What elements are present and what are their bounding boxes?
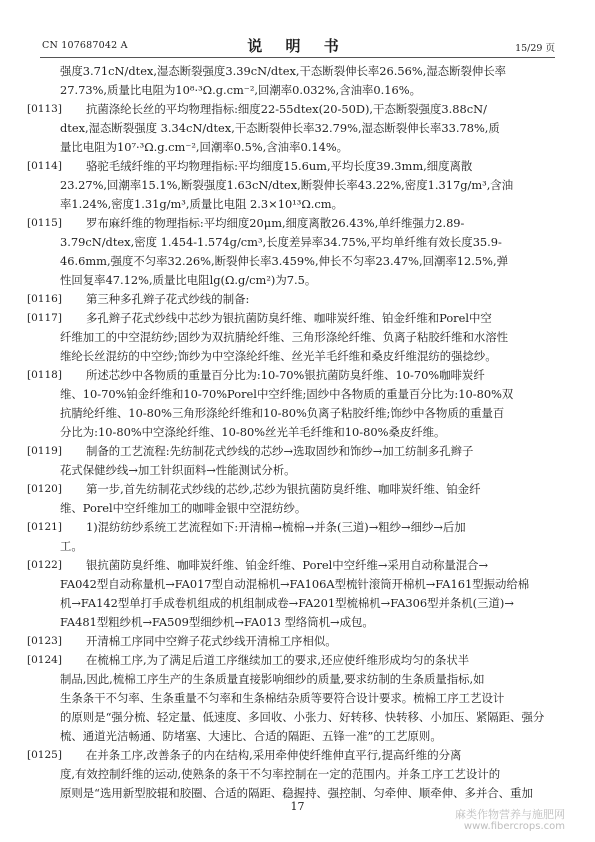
paragraph-line bbox=[60, 499, 556, 518]
paragraph-number: [0122] bbox=[27, 559, 62, 571]
line-text: 机→FA142型单打手成卷机组成的机组制成卷→FA201型梳棉机→FA306型并条机(三道)→ bbox=[60, 596, 514, 610]
line-text: FA042型自动称量机→FA017型自动混棉机→FA106A型梳针滚筒开棉机→FA161型振动给棉 bbox=[60, 577, 530, 591]
paragraph-line bbox=[60, 423, 556, 442]
line-text: 度,有效控制纤维的运动,使熟条的条干不匀率控制在一定的范围内。并条工序工艺设计的 bbox=[60, 767, 501, 781]
paragraph-number: [0121] bbox=[27, 521, 62, 533]
paragraph-first-line bbox=[27, 100, 556, 119]
line-text: 23.27%,回潮率15.1%,断裂强度1.63cN/dtex,断裂伸长率43.22%,密度1.317g/m³,含油 bbox=[60, 178, 514, 192]
paragraph-line bbox=[60, 385, 556, 404]
line-text: 开清棉工序同中空辫子花式纱线开清棉工序相似。 bbox=[86, 634, 337, 648]
paragraph-line bbox=[60, 708, 556, 727]
paragraph-number: [0125] bbox=[27, 749, 62, 761]
line-text: 梳、通道光洁畅通、防堵塞、大速比、合适的隔距、五锋一准”的工艺原则。 bbox=[60, 729, 442, 743]
paragraph-first-line bbox=[27, 442, 556, 461]
paragraph-number: [0114] bbox=[27, 160, 62, 172]
paragraph-line bbox=[60, 81, 556, 100]
line-text: FA481型粗纱机→FA509型细纱机→FA013 型络筒机→成包。 bbox=[60, 615, 374, 629]
line-text: 骆驼毛绒纤维的平均物理指标:平均细度15.6um,平均长度39.3mm,细度离散 bbox=[86, 159, 473, 173]
line-text: 维、10-70%铂金纤维和10-70%Porel中空纤维;固纱中各物质的重量百分比为:10-80%双 bbox=[60, 387, 514, 401]
paragraph-number: [0113] bbox=[27, 103, 62, 115]
line-text: 制备的工艺流程:先纺制花式纱线的芯纱→选取固纱和饰纱→加工纺制多孔辫子 bbox=[86, 444, 474, 458]
line-text: 多孔辫子花式纱线中芯纱为银抗菌防臭纤维、咖啡炭纤维、铂金纤维和Porel中空 bbox=[86, 311, 492, 325]
paragraph-number: [0118] bbox=[27, 369, 62, 381]
paragraph-line bbox=[60, 62, 556, 81]
paragraph-number: [0115] bbox=[27, 217, 62, 229]
line-text: 抗腈纶纤维、10-80%三角形涤纶纤维和10-80%负离子粘胶纤维;饰纱中各物质的重量百 bbox=[60, 406, 505, 420]
paragraph-line bbox=[60, 537, 556, 556]
line-text: 所述芯纱中各物质的重量百分比为:10-70%银抗菌防臭纤维、10-70%咖啡炭纤 bbox=[86, 368, 485, 382]
paragraph-first-line bbox=[27, 651, 556, 670]
paragraph-line bbox=[60, 347, 556, 366]
paragraph-line bbox=[60, 328, 556, 347]
paragraph-first-line bbox=[27, 157, 556, 176]
line-text: 量比电阻为10⁷·³Ω.g.cm⁻²,回潮率0.5%,含油率0.14%。 bbox=[60, 140, 349, 154]
paragraph-line bbox=[60, 119, 556, 138]
line-text: 27.73%,质量比电阻为10⁸·³Ω.g.cm⁻²,回潮率0.032%,含油率0.16%。 bbox=[60, 83, 421, 97]
paragraph-line bbox=[60, 689, 556, 708]
line-text: 生条条干不匀率、生条重量不匀率和生条棉结杂质等要符合设计要求。梳棉工序工艺设计 bbox=[60, 691, 505, 705]
line-text: 性回复率47.12%,质量比电阻lg(Ω.g/cm²)为7.5。 bbox=[60, 273, 317, 287]
line-text: 花式保健纱线→加工针织面料→性能测试分析。 bbox=[60, 463, 296, 477]
line-text: 第一步,首先纺制花式纱线的芯纱,芯纱为银抗菌防臭纤维、咖啡炭纤维、铂金纤 bbox=[86, 482, 481, 496]
paragraph-line bbox=[60, 404, 556, 423]
line-text: 抗菌涤纶长丝的平均物理指标:细度22-55dtex(20-50D),干态断裂强度3.88cN/ bbox=[86, 102, 487, 116]
watermark-url: www.fibercrops.com bbox=[463, 821, 565, 832]
paragraph-first-line bbox=[27, 214, 556, 233]
paragraph-line bbox=[60, 727, 556, 746]
paragraph-number: [0116] bbox=[27, 293, 62, 305]
line-text: dtex,湿态断裂强度 3.34cN/dtex,干态断裂伸长率32.79%,湿态断裂伸长率33.78%,质 bbox=[60, 121, 500, 135]
paragraph-line bbox=[60, 195, 556, 214]
line-text: 银抗菌防臭纤维、咖啡炭纤维、铂金纤维、Porel中空纤维→采用自动称量混合→ bbox=[86, 558, 489, 572]
line-text: 46.6mm,强度不匀率32.26%,断裂伸长率3.459%,伸长不匀率23.47%,回潮率12.5%,弹 bbox=[60, 254, 508, 268]
paragraph-line bbox=[60, 176, 556, 195]
line-text: 纤维加工的中空混纺纱;固纱为双抗腈纶纤维、三角形涤纶纤维、负离子粘胶纤维和水溶性 bbox=[60, 330, 509, 344]
paragraph-number: [0123] bbox=[27, 635, 62, 647]
document-title: 说 明 书 bbox=[247, 37, 348, 55]
paragraph-first-line bbox=[27, 290, 556, 309]
paragraph-line bbox=[60, 233, 556, 252]
line-text: 第三种多孔辫子花式纱线的制备: bbox=[86, 292, 250, 306]
paragraph-first-line bbox=[27, 309, 556, 328]
paragraph-number: [0119] bbox=[27, 445, 62, 457]
paragraph-line bbox=[60, 594, 556, 613]
paragraph-number: [0120] bbox=[27, 483, 62, 495]
line-text: 在梳棉工序,为了满足后道工序继续加工的要求,还应使纤维形成均匀的条状半 bbox=[86, 653, 470, 667]
patent-number: CN 107687042 A bbox=[42, 40, 128, 51]
paragraph-first-line bbox=[27, 746, 556, 765]
line-text: 率1.24%,密度1.31g/m³,质量比电阻 2.3×10¹³Ω.cm。 bbox=[60, 197, 343, 211]
line-text: 维、Porel中空纤维加工的咖啡金银中空混纺纱。 bbox=[60, 501, 307, 515]
line-text: 分比为:10-80%中空涤纶纤维、10-80%丝光羊毛纤维和10-80%桑皮纤维。 bbox=[60, 425, 446, 439]
paragraph-first-line bbox=[27, 556, 556, 575]
paragraph-line bbox=[60, 670, 556, 689]
paragraph-first-line bbox=[27, 366, 556, 385]
paragraph-line bbox=[60, 575, 556, 594]
paragraph-line bbox=[60, 765, 556, 784]
paragraph-line bbox=[60, 252, 556, 271]
document-body bbox=[27, 62, 556, 803]
line-text: 维纶长丝混纺的中空纱;饰纱为中空涤纶纤维、丝光羊毛纤维和桑皮纤维混纺的强捻纱。 bbox=[60, 349, 497, 363]
line-text: 制品,因此,梳棉工序生产的生条质量直接影响细纱的质量,要求纺制的生条质量指标,如 bbox=[60, 672, 485, 686]
line-text: 1)混纺纺纱系统工艺流程如下:开清棉→梳棉→并条(三道)→粗纱→细纱→后加 bbox=[86, 520, 466, 534]
header-divider bbox=[40, 57, 555, 58]
paragraph-line bbox=[60, 271, 556, 290]
watermark-text: 麻类作物营养与施肥网 bbox=[455, 808, 565, 821]
paragraph-number: [0124] bbox=[27, 654, 62, 666]
line-text: 3.79cN/dtex,密度 1.454-1.574g/cm³,长度差异率34.75%,平均单纤维有效长度35.9- bbox=[60, 235, 502, 249]
paragraph-line bbox=[60, 461, 556, 480]
line-text: 的原则是“强分梳、轻定量、低速度、多回收、小张力、好转移、快转移、小加压、紧隔距、强分 bbox=[60, 710, 545, 724]
paragraph-line bbox=[60, 138, 556, 157]
line-text: 罗布麻纤维的物理指标:平均细度20μm,细度离散26.43%,单纤维强力2.89- bbox=[86, 216, 465, 230]
paragraph-first-line bbox=[27, 480, 556, 499]
paragraph-line bbox=[60, 613, 556, 632]
paragraph-number: [0117] bbox=[27, 312, 62, 324]
line-text: 原则是“选用新型胶辊和胶圈、合适的隔距、稳握持、强控制、匀牵伸、顺牵伸、多并合、重加 bbox=[60, 786, 533, 800]
page-number: 17 bbox=[290, 800, 305, 813]
page-count: 15/29 页 bbox=[515, 43, 555, 54]
line-text: 工。 bbox=[60, 539, 83, 553]
line-text: 在并条工序,改善条子的内在结构,采用牵伸使纤维伸直平行,提高纤维的分离 bbox=[86, 748, 462, 762]
paragraph-first-line bbox=[27, 518, 556, 537]
line-text: 强度3.71cN/dtex,湿态断裂强度3.39cN/dtex,干态断裂伸长率26.56%,湿态断裂伸长率 bbox=[60, 64, 507, 78]
paragraph-first-line bbox=[27, 632, 556, 651]
